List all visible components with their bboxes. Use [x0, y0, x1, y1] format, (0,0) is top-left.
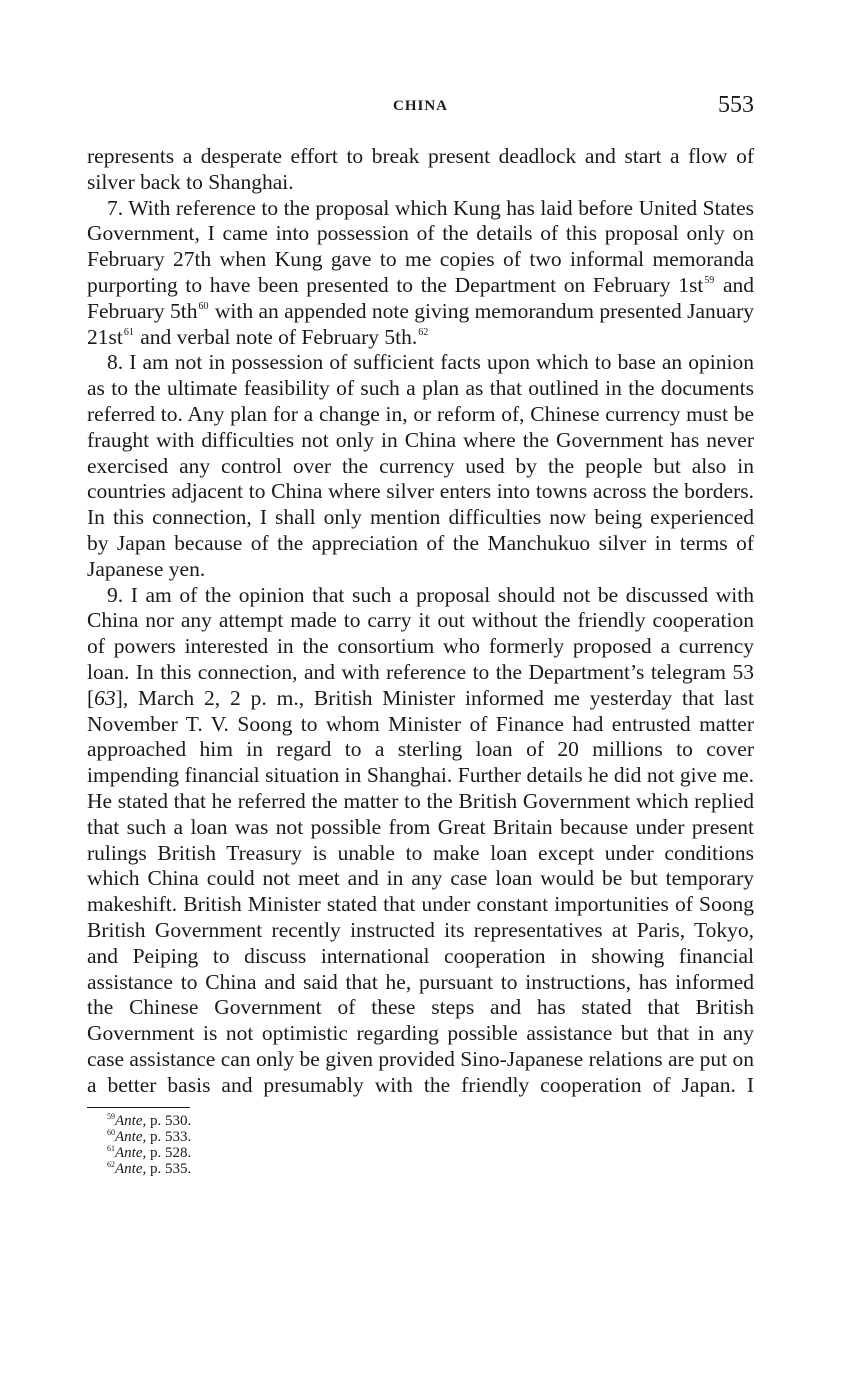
document-page: [87, 92, 754, 1177]
footnotes: [87, 1113, 754, 1177]
paragraph-7-text-a: 7. With reference to the proposal which Kung has laid before United States Government, I came into possession of the details of this proposal only on February 27th when Kung gave to me copies of two informal memoranda purporting to have been presented to the Department on February 1st: [87, 195, 754, 297]
footnote-ref: Ante,: [115, 1113, 147, 1130]
page-number: 553: [718, 92, 754, 118]
footnote-ref-62: 62: [418, 326, 429, 338]
footnote-ref: Ante,: [115, 1129, 147, 1146]
paragraph-8: 8. I am not in possession of sufficient facts upon which to base an opinion as to the ultimate feasibility of such a plan as that outlined in the documents referred to. Any plan for a change in, or reform of, Chinese currency must be fraught with difficulties not only in China where the Government has never exercised any control over the currency used by the people but also in countries adjacent to China where silver enters into towns across the borders. In this connection, I shall only mention difficulties now being experienced by Japan because of the appreciation of the Manchukuo silver in terms of Japanese yen.: [87, 350, 754, 581]
page-header: [87, 92, 754, 124]
paragraph-continuation: represents a desperate effort to break present deadlock and start a flow of silver back to Shanghai.: [87, 144, 754, 194]
footnote-ref-60: 60: [198, 300, 209, 312]
footnote-number: 59: [107, 1112, 115, 1122]
footnote-ref-61: 61: [123, 326, 134, 338]
telegram-number: 63: [94, 685, 116, 710]
paragraph-7: [87, 196, 754, 351]
footnote-ref: Ante,: [115, 1161, 147, 1178]
footnote-ref-59: 59: [704, 274, 715, 286]
footnote-item: [87, 1161, 754, 1177]
paragraph-7-text-b: and February 5th: [87, 272, 754, 323]
footnote-page: p. 533.: [146, 1129, 192, 1146]
footnote-number: 60: [107, 1128, 115, 1138]
footnote-divider: [87, 1107, 190, 1108]
paragraph-9-text-b: ], March 2, 2 p. m., British Minister informed me yesterday that last November T. V. Soong to whom Minister of Finance had entrusted matter approached him in regard to a sterling loan of 20 millions to cover impending financial situation in Shanghai. Further details he did not give me. He stated that he referred the matter to the British Government which replied that such a loan was not possible from Great Britain because under present rulings British Treasury is unable to make loan except under conditions which China could not meet and in any case loan would be but temporary makeshift. British Minister stated that under constant importunities of Soong British Government recently instructed its representatives at Paris, Tokyo, and Peiping to discuss international cooperation in showing financial assistance to China and said that he, pursuant to instructions, has informed the Chinese Government of these steps and has stated that British Government is not optimistic regarding possible assistance but that in any case assistance can only be given provided Sino-Japanese relations are put on a better basis and presumably with the friendly cooperation of Japan. I: [87, 685, 754, 1097]
footnote-number: 61: [107, 1144, 115, 1154]
footnote-page: p. 528.: [146, 1145, 192, 1162]
paragraph-7-text-d: and verbal note of February 5th.: [134, 324, 418, 349]
footnote-page: p. 535.: [146, 1161, 192, 1178]
footnote-number: 62: [107, 1160, 115, 1170]
running-head: CHINA: [392, 98, 448, 114]
footnote-ref: Ante,: [115, 1145, 147, 1162]
paragraph-9: [87, 583, 754, 1099]
footnote-item: [87, 1113, 754, 1129]
footnote-page: p. 530.: [146, 1113, 192, 1130]
paragraph-7-text-c: with an appended note giving memorandum presented January 21st: [87, 298, 754, 349]
body-text: [87, 144, 754, 1098]
paragraph-9-text-a: 9. I am of the opinion that such a proposal should not be discussed with China nor any attempt made to carry it out without the friendly cooperation of powers interested in the consortium who formerly proposed a currency loan. In this connection, and with reference to the Department’s telegram 53 [: [87, 582, 754, 710]
footnote-item: [87, 1129, 754, 1145]
footnote-item: [87, 1145, 754, 1161]
